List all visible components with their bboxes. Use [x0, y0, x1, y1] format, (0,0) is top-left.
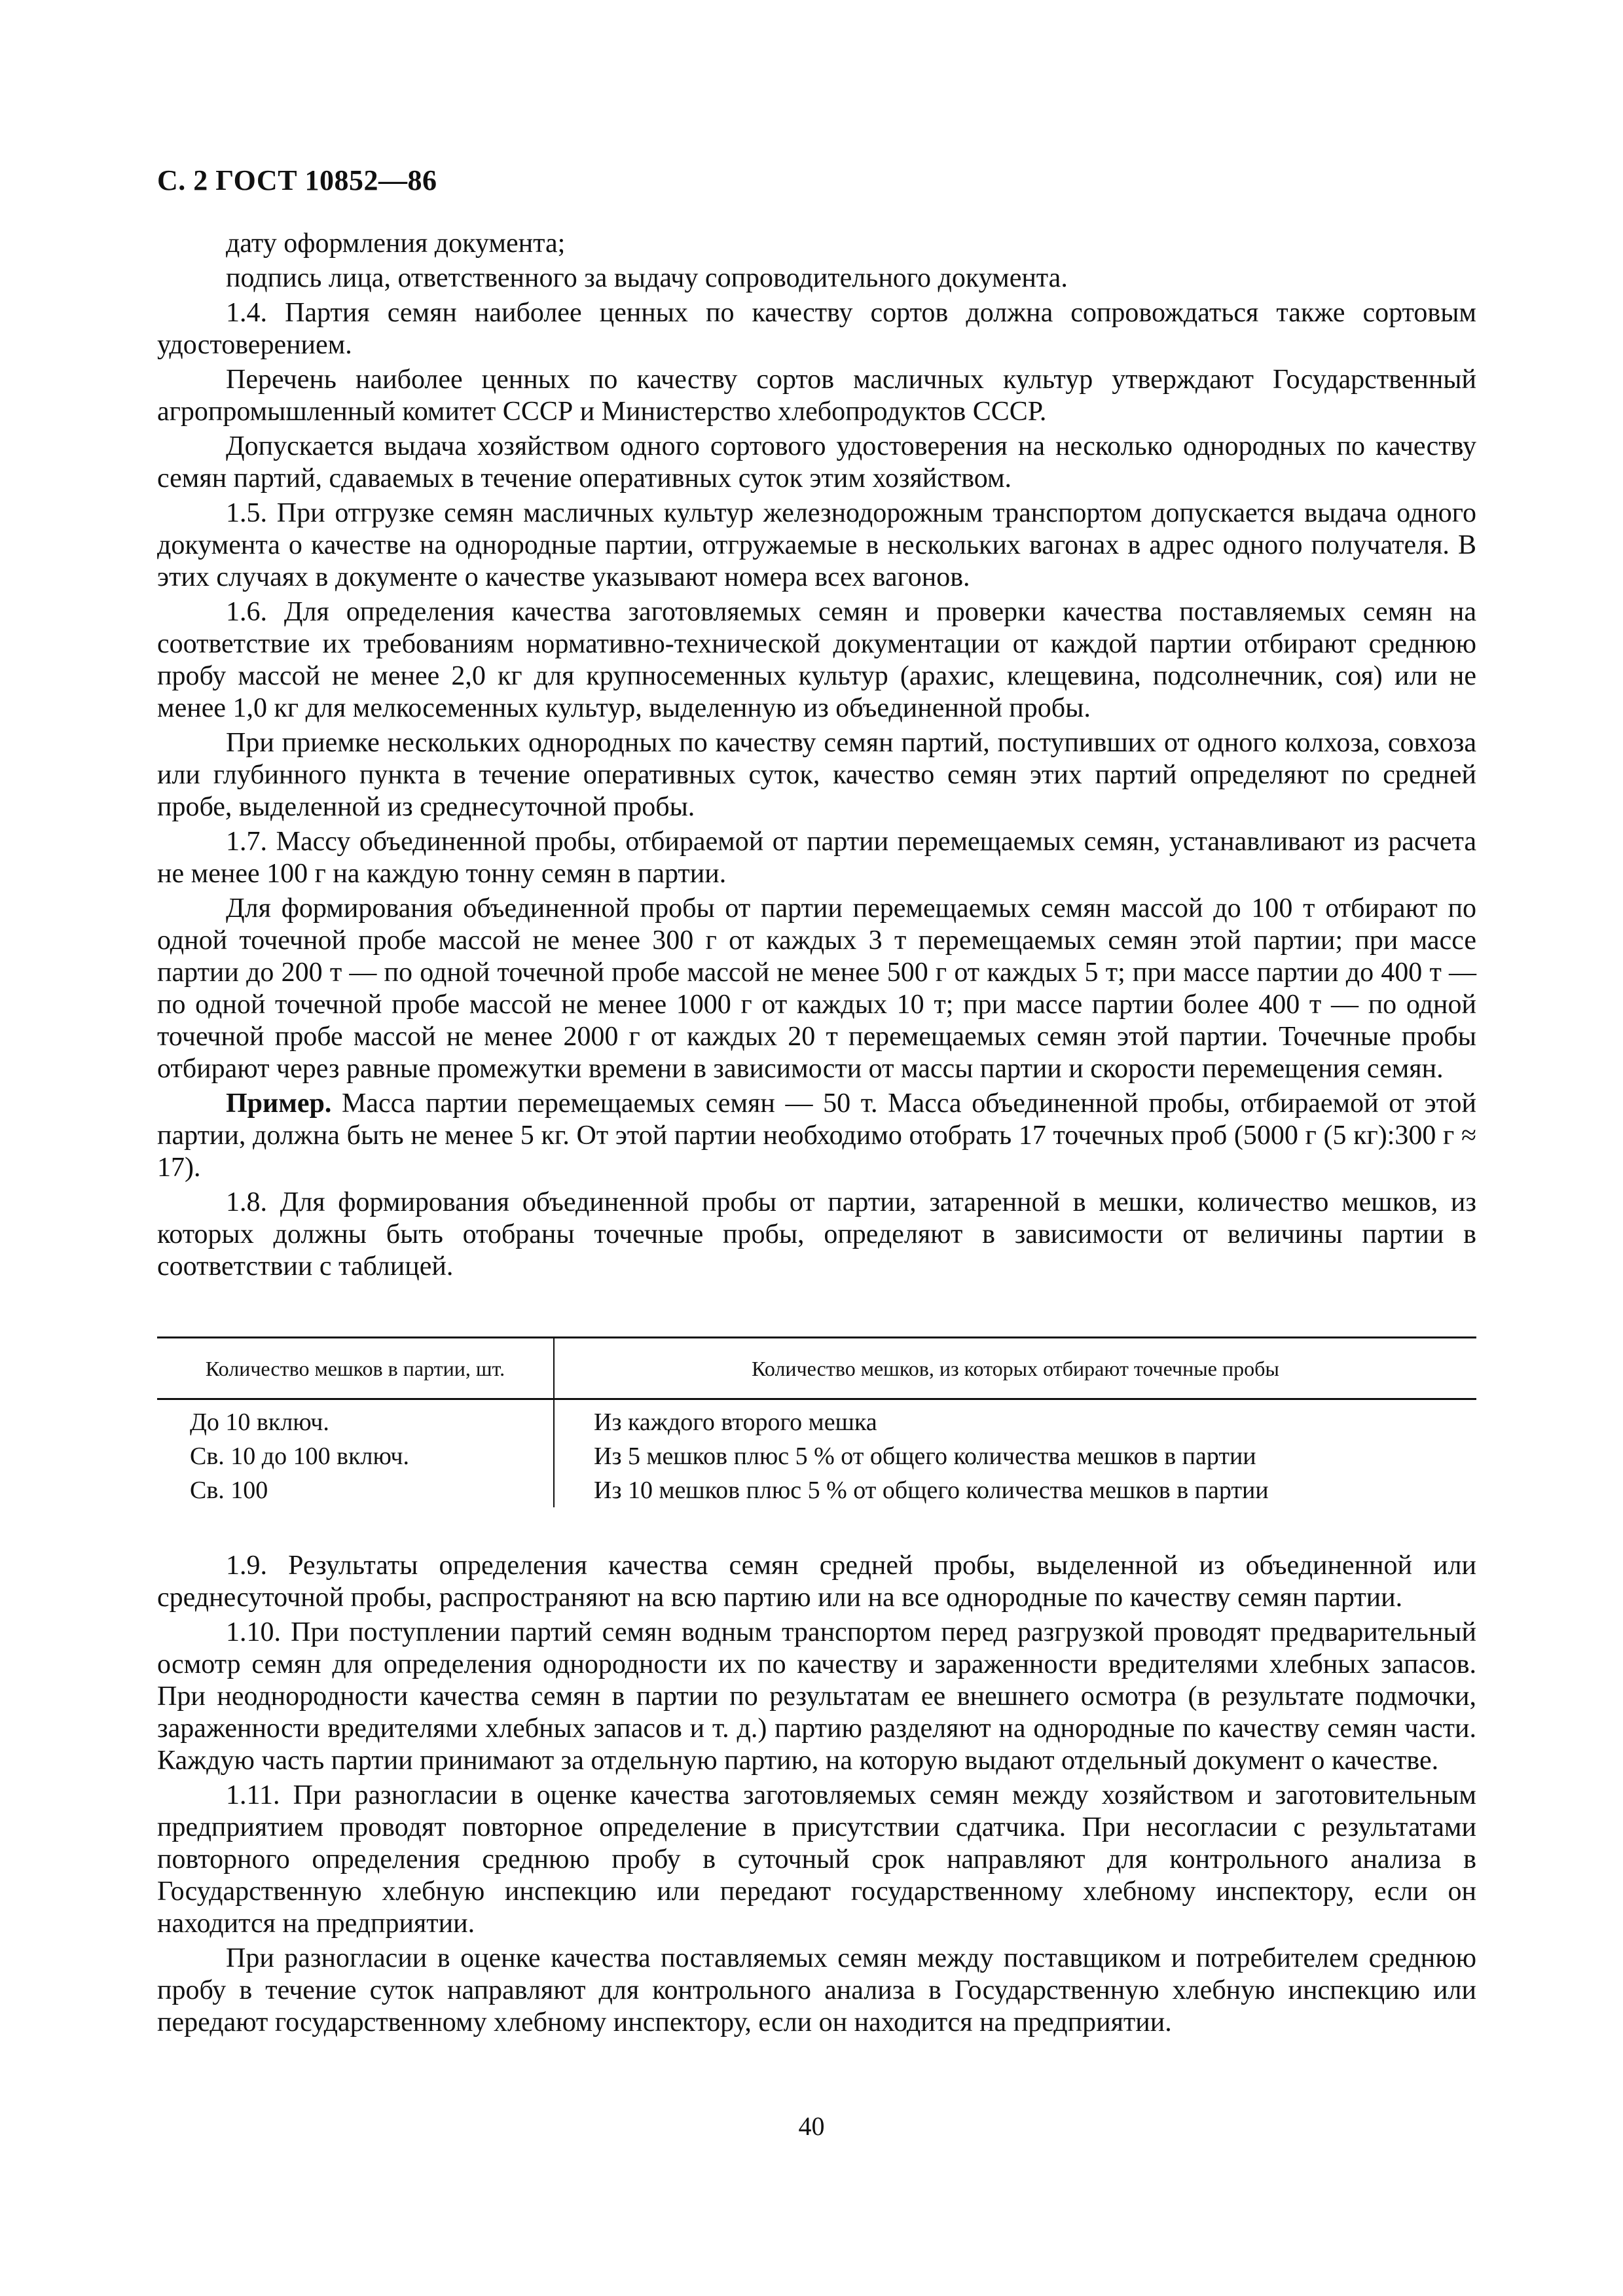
- table-row: [157, 1473, 1476, 1507]
- paragraph: 1.8. Для формирования объединенной пробы от партии, затаренной в мешки, количество мешков, из которых должны быть отобраны точечные пробы, определяют в зависимости от величины партии в соответствии с таблицей.: [157, 1187, 1476, 1282]
- example-paragraph: [157, 1088, 1476, 1184]
- table-cell: Св. 10 до 100 включ.: [157, 1439, 554, 1473]
- paragraph: 1.4. Партия семян наиболее ценных по качеству сортов должна сопровождаться также сортовым удостоверением.: [157, 298, 1476, 360]
- example-text: Масса партии перемещаемых семян — 50 т. Масса объединенной пробы, отбираемой от этой партии, должна быть не менее 5 кг. От этой партии необходимо отобрать 17 точечных проб (5000 г (5 кг):300 г ≈ 17).: [157, 1088, 1476, 1183]
- document-body: [157, 228, 1476, 2041]
- paragraph: 1.5. При отгрузке семян масличных культур железнодорожным транспортом допускается выдача одного документа о качестве на однородные партии, отгружаемые в нескольких вагонах в адрес одного получателя. В этих случаях в документе о качестве указывают номера всех вагонов.: [157, 498, 1476, 592]
- table-header-row: [157, 1338, 1476, 1399]
- table-cell: Св. 100: [157, 1473, 554, 1507]
- paragraph: Допускается выдача хозяйством одного сортового удостоверения на несколько однородных по качеству семян партий, сдаваемых в течение оперативных суток этим хозяйством.: [157, 431, 1476, 493]
- example-label: Пример.: [226, 1088, 332, 1119]
- page-header: С. 2 ГОСТ 10852—86: [157, 164, 437, 196]
- paragraph: 1.10. При поступлении партий семян водным транспортом перед разгрузкой проводят предварительный осмотр семян для определения однородности их по качеству и зараженности вредителями хлебных запасов. При неоднородности качества семян в партии по результатам ее внешнего осмотра (в результате подмочки, зараженности вредителями хлебных запасов и т. д.) партию разделяют на однородные по качеству семян части. Каждую часть партии принимают за отдельную партию, на которую выдают отдельный документ о качестве.: [157, 1617, 1476, 1776]
- paragraph: 1.7. Массу объединенной пробы, отбираемой от партии перемещаемых семян, устанавливают из расчета не менее 100 г на каждую тонну семян в партии.: [157, 827, 1476, 889]
- page-number: 40: [798, 2111, 825, 2141]
- paragraph: Для формирования объединенной пробы от партии перемещаемых семян массой до 100 т отбирают по одной точечной пробе массой не менее 300 г от каждых 3 т перемещаемых семян этой партии; при массе партии до 200 т — по одной точечной пробе массой не менее 500 г от каждых 5 т; при массе партии до 400 т — по одной точечной пробе массой не менее 1000 г от каждых 10 т; при массе партии более 400 т — по одной точечной пробе массой не менее 2000 г от каждых 20 т перемещаемых семян этой партии. Точечные пробы отбирают через равные промежутки времени в зависимости от массы партии и скорости перемещения семян.: [157, 893, 1476, 1084]
- table-cell: Из 5 мешков плюс 5 % от общего количества мешков в партии: [594, 1443, 1256, 1470]
- paragraph: дату оформления документа;: [226, 228, 566, 259]
- table-cell: Из 10 мешков плюс 5 % от общего количества мешков в партии: [594, 1477, 1269, 1504]
- table-header-cell: Количество мешков в партии, шт.: [157, 1338, 554, 1399]
- table-cell: Из каждого второго мешка: [594, 1408, 877, 1436]
- paragraph: Перечень наиболее ценных по качеству сортов масличных культур утверждают Государственный агропромышленный комитет СССР и Министерство хлебопродуктов СССР.: [157, 365, 1476, 427]
- paragraph: При разногласии в оценке качества поставляемых семян между поставщиком и потребителем среднюю пробу в течение суток направляют для контрольного анализа в Государственную хлебную инспекцию или передают государственному хлебному инспектору, если он находится на предприятии.: [157, 1943, 1476, 2037]
- table-cell: До 10 включ.: [157, 1399, 554, 1440]
- table-row: [157, 1399, 1476, 1440]
- sampling-table: [157, 1336, 1476, 1507]
- paragraph: При приемке нескольких однородных по качеству семян партий, поступивших от одного колхоза, совхоза или глубинного пункта в течение оперативных суток, качество семян этих партий определяют по средней пробе, выделенной из среднесуточной пробы.: [157, 728, 1476, 822]
- paragraph: 1.9. Результаты определения качества семян средней пробы, выделенной из объединенной или среднесуточной пробы, распространяют на всю партию или на все однородные по качеству семян партии.: [157, 1551, 1476, 1613]
- sampling-table-container: [157, 1336, 1476, 1507]
- table-row: [157, 1439, 1476, 1473]
- table-header-cell: Количество мешков, из которых отбирают точечные пробы: [554, 1338, 1476, 1399]
- paragraph: подпись лица, ответственного за выдачу сопроводительного документа.: [226, 263, 1068, 293]
- paragraph: 1.11. При разногласии в оценке качества заготовляемых семян между хозяйством и заготовительным предприятием проводят повторное определение в присутствии сдатчика. При несогласии с результатами повторного определения среднюю пробу в суточный срок направляют для контрольного анализа в Государственную хлебную инспекцию или передают государственному хлебному инспектору, если он находится на предприятии.: [157, 1780, 1476, 1939]
- paragraph: 1.6. Для определения качества заготовляемых семян и проверки качества поставляемых семян на соответствие их требованиям нормативно-технической документации от каждой партии отбирают среднюю пробу массой не менее 2,0 кг для крупносеменных культур (арахис, клещевина, подсолнечник, соя) или не менее 1,0 кг для мелкосеменных культур, выделенную из объединенной пробы.: [157, 597, 1476, 723]
